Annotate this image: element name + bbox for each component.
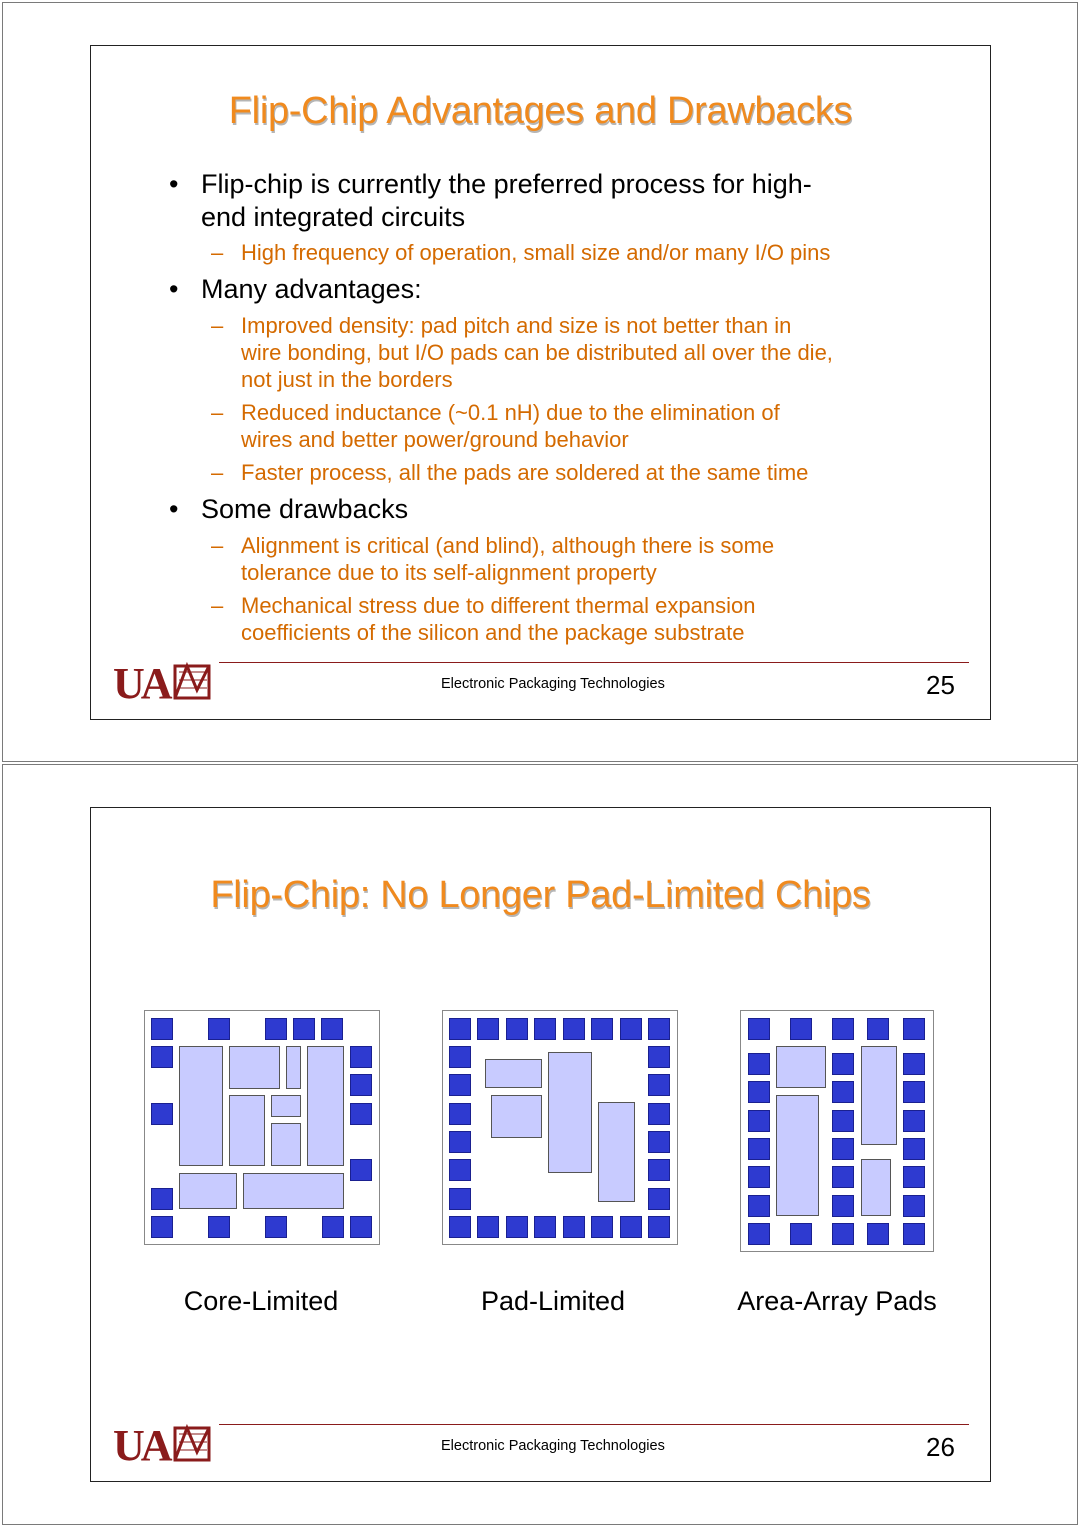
- pad: [449, 1074, 471, 1096]
- bullet-glyph: •: [169, 169, 179, 199]
- uam-logo: [113, 660, 213, 702]
- pad: [748, 1110, 770, 1132]
- sub-bullet-line: tolerance due to its self-alignment property: [241, 560, 657, 585]
- pad: [903, 1223, 925, 1245]
- pad: [151, 1046, 173, 1068]
- pad: [748, 1223, 770, 1245]
- pad: [449, 1188, 471, 1210]
- sub-bullet-line: Alignment is critical (and blind), although there is some: [241, 533, 775, 558]
- slide-title: Flip-Chip: No Longer Pad-Limited Chips: [210, 874, 871, 916]
- pad: [449, 1131, 471, 1153]
- pad: [648, 1074, 670, 1096]
- bullet-line: Many advantages:: [201, 274, 422, 304]
- pad: [832, 1223, 854, 1245]
- pad: [293, 1018, 315, 1040]
- dash-glyph: –: [211, 400, 224, 425]
- sub-bullet: [211, 532, 961, 586]
- pad: [449, 1046, 471, 1068]
- logic-block: [776, 1046, 826, 1088]
- pad: [265, 1018, 287, 1040]
- caption-pad-limited: Pad-Limited: [480, 1286, 626, 1316]
- pad: [648, 1188, 670, 1210]
- pad: [534, 1216, 556, 1238]
- caption-core-limited: Core-Limited: [183, 1286, 339, 1316]
- sub-bullet-line: coefficients of the silicon and the package substrate: [241, 620, 745, 645]
- dash-glyph: –: [211, 593, 224, 618]
- logic-block: [861, 1159, 891, 1216]
- sub-bullet-line: Improved density: pad pitch and size is not better than in: [241, 313, 792, 338]
- pad: [208, 1216, 230, 1238]
- pad: [449, 1103, 471, 1125]
- pad: [151, 1018, 173, 1040]
- pad: [867, 1223, 889, 1245]
- pad: [748, 1081, 770, 1103]
- pad: [748, 1195, 770, 1217]
- pad: [591, 1018, 613, 1040]
- logic-block: [179, 1046, 223, 1166]
- slide-26: [90, 807, 991, 1482]
- pad: [151, 1103, 173, 1125]
- sub-bullet: [211, 239, 961, 266]
- pad: [832, 1195, 854, 1217]
- page-2: [2, 764, 1078, 1525]
- pad: [648, 1159, 670, 1181]
- bullet: [169, 273, 901, 306]
- pad: [449, 1018, 471, 1040]
- core-limited-diagram: [144, 1010, 380, 1245]
- pad: [867, 1018, 889, 1040]
- pad: [563, 1216, 585, 1238]
- logic-block: [307, 1046, 344, 1166]
- pad: [265, 1216, 287, 1238]
- pad: [790, 1223, 812, 1245]
- pad: [620, 1216, 642, 1238]
- sub-bullet: [211, 592, 961, 646]
- logic-block: [229, 1046, 280, 1089]
- dash-glyph: –: [211, 460, 224, 485]
- pad: [903, 1081, 925, 1103]
- footer-text: Electronic Packaging Technologies: [441, 1438, 665, 1454]
- bullet: [169, 493, 901, 526]
- bullet-line: Some drawbacks: [201, 494, 409, 524]
- pad: [350, 1103, 372, 1125]
- pad: [832, 1081, 854, 1103]
- pad: [903, 1053, 925, 1075]
- pad: [350, 1074, 372, 1096]
- pad: [748, 1166, 770, 1188]
- pad: [322, 1216, 344, 1238]
- pad: [748, 1053, 770, 1075]
- pad: [903, 1138, 925, 1160]
- pad: [832, 1138, 854, 1160]
- pad: [648, 1103, 670, 1125]
- slide-25: [90, 45, 991, 720]
- pad: [748, 1138, 770, 1160]
- dash-glyph: –: [211, 533, 224, 558]
- logic-block: [271, 1123, 301, 1166]
- pad: [620, 1018, 642, 1040]
- pad: [591, 1216, 613, 1238]
- svg-text:UA: UA: [113, 1422, 169, 1464]
- sub-bullet-line: High frequency of operation, small size and/or many I/O pins: [241, 240, 831, 265]
- pad: [534, 1018, 556, 1040]
- pad: [790, 1018, 812, 1040]
- dash-glyph: –: [211, 240, 224, 265]
- page-1: [2, 2, 1078, 762]
- page-number: 25: [926, 670, 955, 700]
- pad-limited-diagram: [442, 1010, 678, 1245]
- logic-block: [179, 1173, 237, 1209]
- bullet: [169, 168, 901, 234]
- pad: [477, 1216, 499, 1238]
- pad: [832, 1018, 854, 1040]
- pad: [832, 1053, 854, 1075]
- sub-bullet-line: wires and better power/ground behavior: [241, 427, 629, 452]
- logic-block: [243, 1173, 344, 1209]
- pad: [648, 1018, 670, 1040]
- pad: [449, 1216, 471, 1238]
- svg-text:UA: UA: [113, 660, 169, 702]
- sub-bullet-line: Mechanical stress due to different thermal expansion: [241, 593, 756, 618]
- pad: [903, 1018, 925, 1040]
- footer-rule: [219, 662, 969, 663]
- pad: [648, 1131, 670, 1153]
- pad: [151, 1216, 173, 1238]
- sub-bullet-line: Faster process, all the pads are soldered at the same time: [241, 460, 809, 485]
- logic-block: [491, 1095, 542, 1138]
- logic-block: [286, 1046, 301, 1089]
- pad: [832, 1110, 854, 1132]
- pad: [748, 1018, 770, 1040]
- sub-bullet: [211, 459, 961, 486]
- pad: [350, 1046, 372, 1068]
- bullet-line: end integrated circuits: [201, 202, 466, 232]
- pad: [321, 1018, 343, 1040]
- logic-block: [485, 1059, 542, 1088]
- pad: [648, 1046, 670, 1068]
- sub-bullet-line: wire bonding, but I/O pads can be distributed all over the die,: [241, 340, 833, 365]
- bullet-line: Flip-chip is currently the preferred process for high-: [201, 169, 812, 199]
- pad: [208, 1018, 230, 1040]
- logic-block: [598, 1102, 635, 1202]
- slide-title: Flip-Chip Advantages and Drawbacks: [228, 90, 853, 132]
- dash-glyph: –: [211, 313, 224, 338]
- pad: [506, 1018, 528, 1040]
- pad: [151, 1188, 173, 1210]
- logic-block: [776, 1095, 819, 1216]
- pad: [449, 1159, 471, 1181]
- logic-block: [861, 1046, 897, 1145]
- pad: [903, 1166, 925, 1188]
- logic-block: [229, 1095, 265, 1166]
- sub-bullet: [211, 399, 961, 453]
- pad: [903, 1195, 925, 1217]
- caption-area-array: Area-Array Pads: [737, 1286, 937, 1316]
- uam-logo: [113, 1422, 213, 1464]
- footer-text: Electronic Packaging Technologies: [441, 676, 665, 692]
- sub-bullet: [211, 312, 961, 393]
- pad: [903, 1110, 925, 1132]
- pad: [350, 1159, 372, 1181]
- pad: [477, 1018, 499, 1040]
- logic-block: [548, 1052, 592, 1173]
- sub-bullet-line: Reduced inductance (~0.1 nH) due to the elimination of: [241, 400, 780, 425]
- footer-rule: [219, 1424, 969, 1425]
- pad: [563, 1018, 585, 1040]
- bullet-glyph: •: [169, 274, 179, 304]
- pad: [832, 1166, 854, 1188]
- bullet-glyph: •: [169, 494, 179, 524]
- pad: [648, 1216, 670, 1238]
- pad: [506, 1216, 528, 1238]
- pad: [350, 1216, 372, 1238]
- logic-block: [271, 1095, 301, 1117]
- sub-bullet-line: not just in the borders: [241, 367, 453, 392]
- area-array-diagram: [740, 1010, 934, 1252]
- page-number: 26: [926, 1432, 955, 1462]
